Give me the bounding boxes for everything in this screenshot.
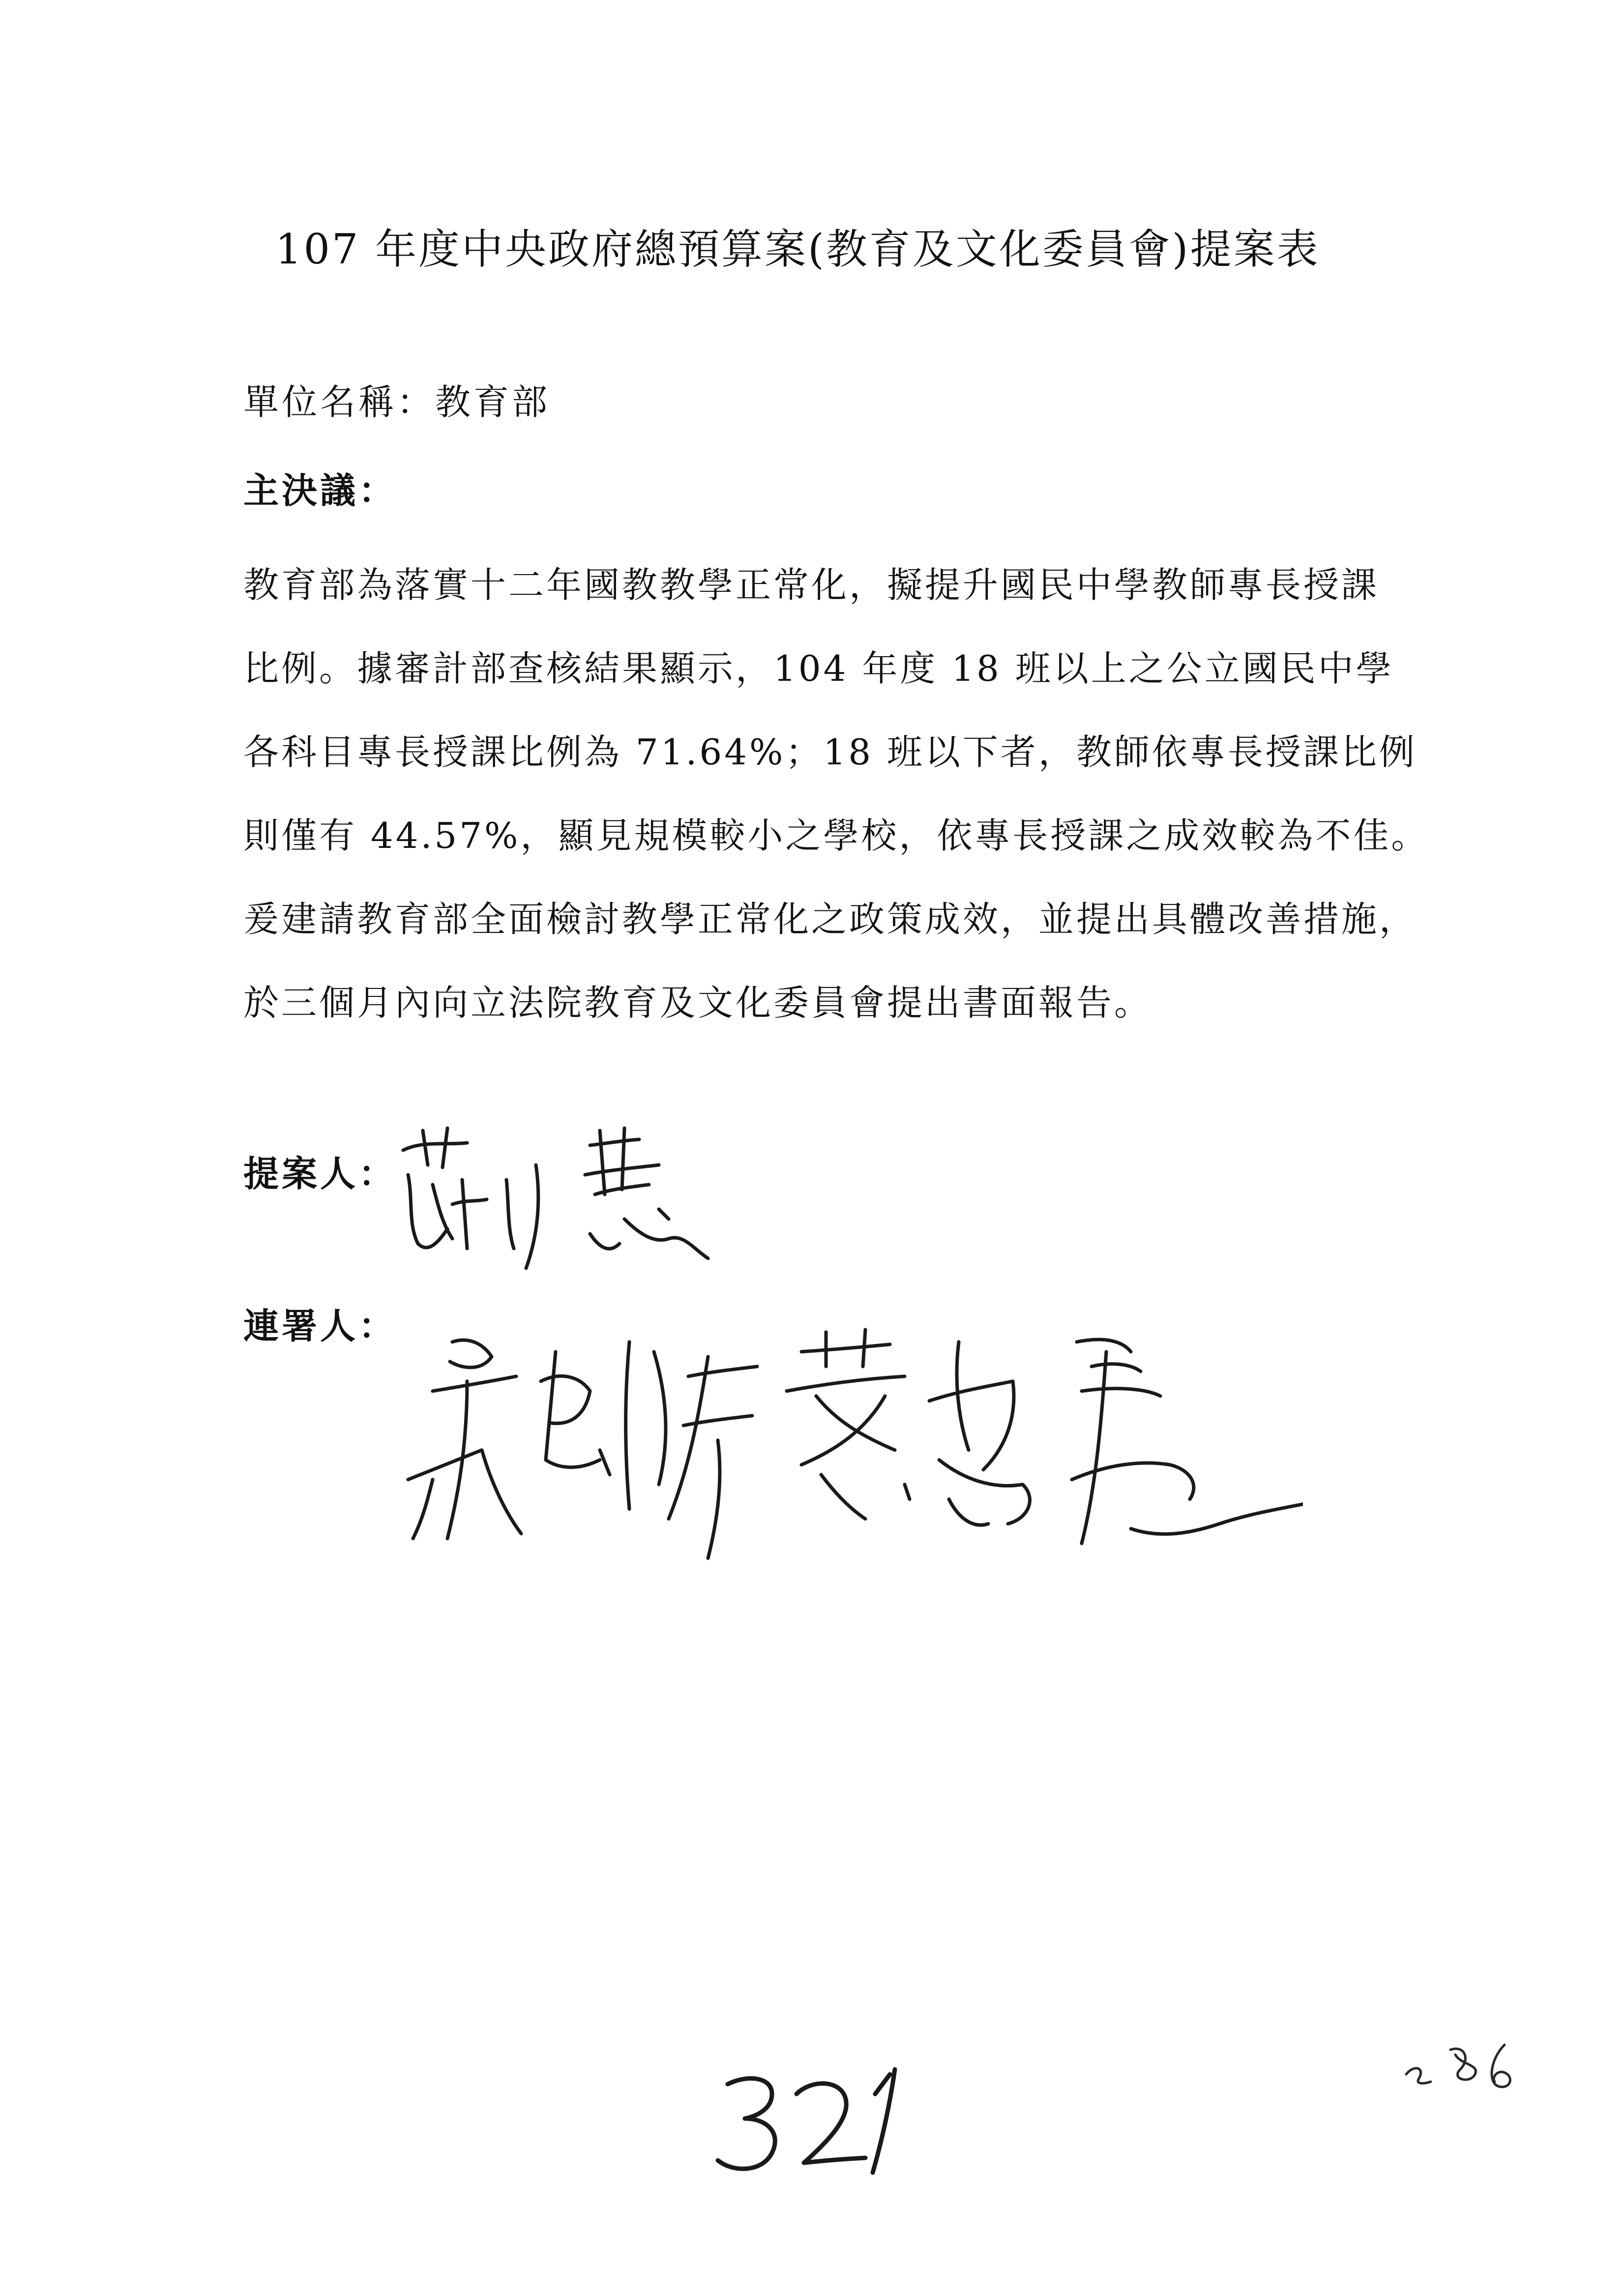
cosigner-heading: 連署人： [243,1306,397,1347]
resolution-line: 於三個月內向立法院教育及文化委員會提出書面報告。 [243,982,1152,1023]
proposer-signature [393,1121,747,1278]
resolution-heading: 主決議： [243,470,397,511]
resolution-line: 比例。據審計部查核結果顯示，104 年度 18 班以上之公立國民中學 [243,648,1394,689]
resolution-line: 爰建請教育部全面檢討教學正常化之政策成效，並提出具體改善措施， [243,899,1417,940]
document-title: 107 年度中央政府總預算案(教育及文化委員會)提案表 [275,225,1320,273]
resolution-line: 教育部為落實十二年國教教學正常化，擬提升國民中學教師專長授課 [243,564,1380,606]
resolution-line: 各科目專長授課比例為 71.64%；18 班以下者，教師依專長授課比例 [243,731,1417,773]
page-number [698,2055,924,2182]
proposer-heading: 提案人： [243,1153,397,1194]
corner-mark-text [1524,2030,1525,2031]
unit-name-line: 單位名稱：教育部 [243,381,551,423]
resolution-body [243,560,1429,1062]
cosigner-signatures [393,1322,1303,1598]
corner-handwritten-mark [1396,2030,1524,2104]
resolution-line: 則僅有 44.57%，顯見規模較小之學校，依專長授課之成效較為不佳。 [243,815,1429,856]
